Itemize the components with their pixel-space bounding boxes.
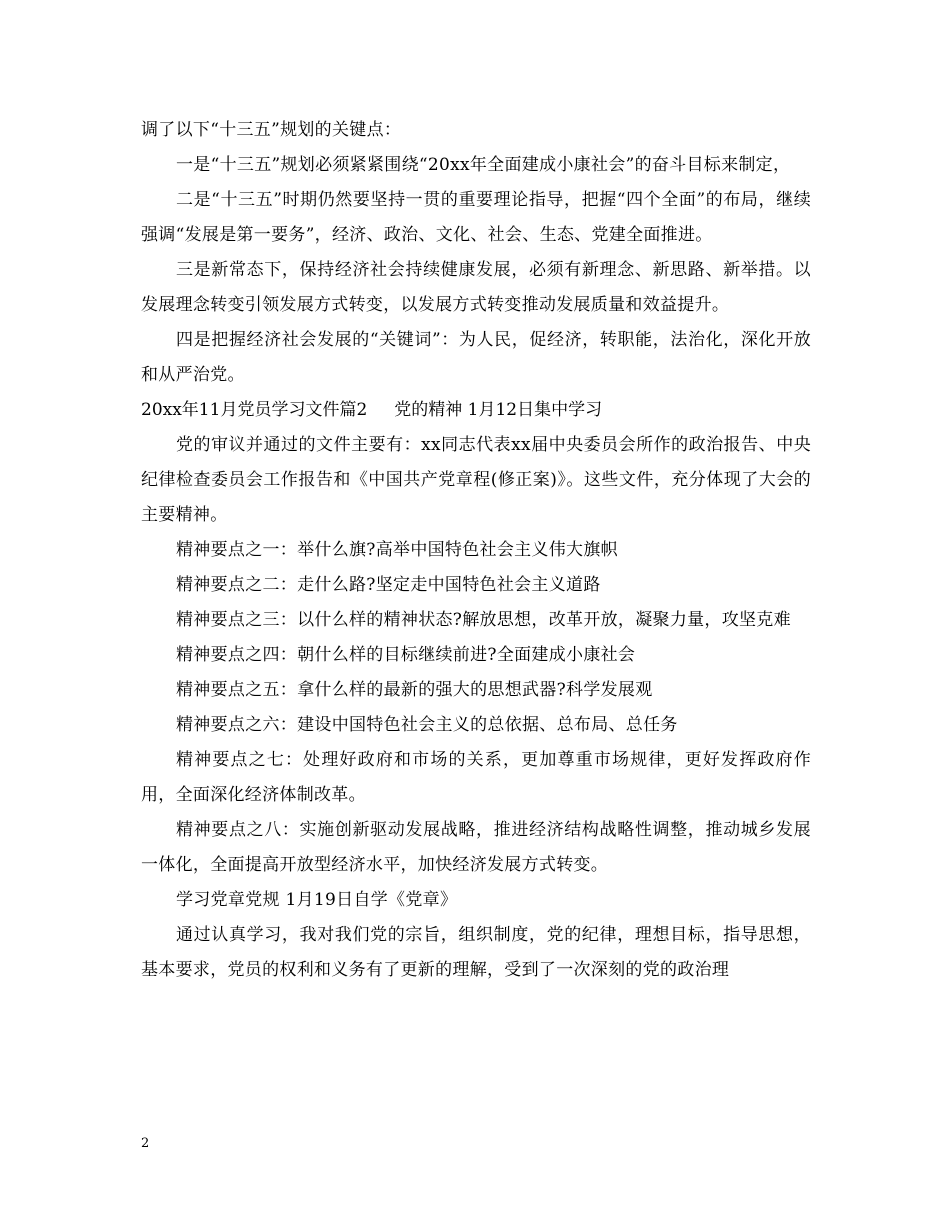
paragraph-key-points-intro: 调了以下“十三五”规划的关键点： [141, 120, 402, 140]
paragraph-spirit-point-3: 精神要点之三：以什么样的精神状态?解放思想，改革开放，凝聚力量，攻坚克难 [176, 610, 791, 630]
paragraph-documents-adopted: 党的审议并通过的文件主要有：xx同志代表xx届中央委员会所作的政治报告、中央纪律检查委员会工作报告和《中国共产党章程(修正案)》。这些文件，充分体现了大会的主要精神。 [141, 435, 811, 525]
paragraph-spirit-point-8: 精神要点之八：实施创新驱动发展战略，推进经济结构战略性调整，推动城乡发展一体化，全面提高开放型经济水平，加快经济发展方式转变。 [141, 820, 811, 875]
paragraph-spirit-point-1: 精神要点之一：举什么旗?高举中国特色社会主义伟大旗帜 [176, 540, 618, 560]
paragraph-point-two: 二是“十三五”时期仍然要坚持一贯的重要理论指导，把握“四个全面”的布局，继续强调“发展是第一要务”，经济、政治、文化、社会、生态、党建全面推进。 [141, 190, 811, 245]
section-heading: 20xx年11月党员学习文件篇2 党的精神 1月12日集中学习 [141, 400, 603, 420]
paragraph-point-four: 四是把握经济社会发展的“关键词”：为人民，促经济，转职能，法治化，深化开放和从严治党。 [141, 330, 811, 385]
paragraph-spirit-point-2: 精神要点之二：走什么路?坚定走中国特色社会主义道路 [176, 575, 601, 595]
paragraph-spirit-point-4: 精神要点之四：朝什么样的目标继续前进?全面建成小康社会 [176, 645, 636, 665]
paragraph-spirit-point-5: 精神要点之五：拿什么样的最新的强大的思想武器?科学发展观 [176, 680, 653, 700]
page-number: 2 [141, 1136, 150, 1151]
paragraph-point-three: 三是新常态下，保持经济社会持续健康发展，必须有新理念、新思路、新举措。以发展理念转变引领发展方式转变，以发展方式转变推动发展质量和效益提升。 [141, 260, 811, 315]
paragraph-study-reflection: 通过认真学习，我对我们党的宗旨，组织制度，党的纪律，理想目标，指导思想，基本要求，党员的权利和义务有了更新的理解，受到了一次深刻的党的政治理 [141, 925, 811, 980]
paragraph-point-one: 一是“十三五”规划必须紧紧围绕“20xx年全面建成小康社会”的奋斗目标来制定， [176, 155, 791, 175]
paragraph-spirit-point-6: 精神要点之六：建设中国特色社会主义的总依据、总布局、总任务 [176, 715, 678, 735]
paragraph-party-constitution-study: 学习党章党规 1月19日自学《党章》 [176, 890, 458, 910]
document-body [141, 113, 811, 988]
paragraph-spirit-point-7: 精神要点之七：处理好政府和市场的关系，更加尊重市场规律，更好发挥政府作用，全面深化经济体制改革。 [141, 750, 811, 805]
